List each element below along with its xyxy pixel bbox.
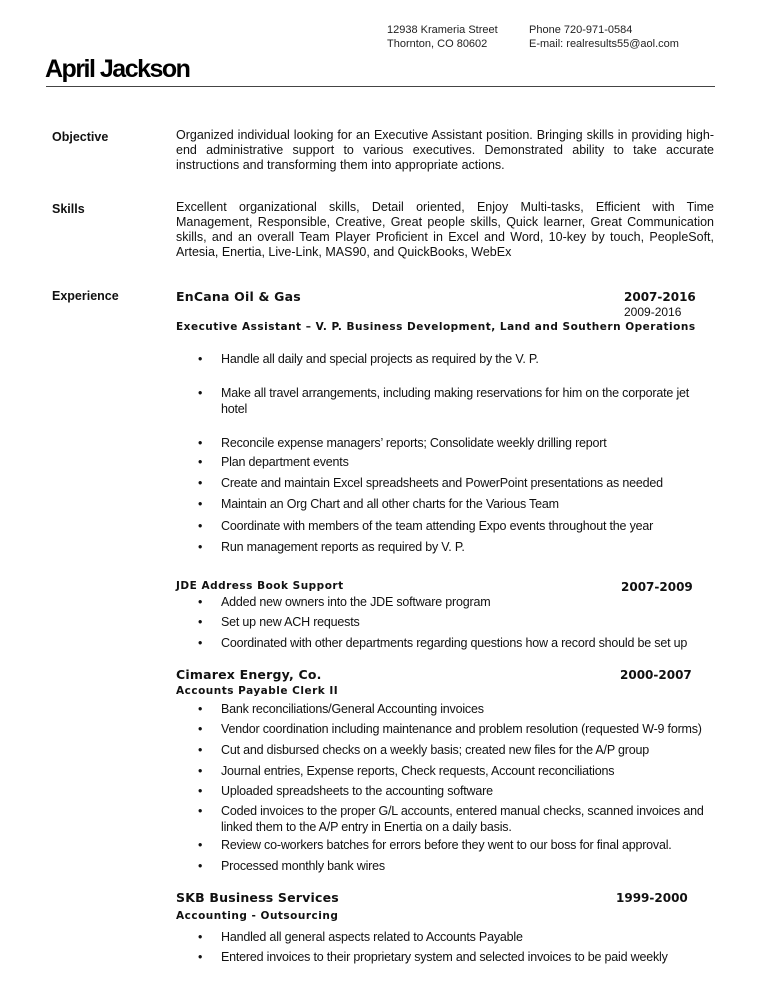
list-item: • Added new owners into the JDE software program	[198, 595, 491, 609]
email-address: E-mail: realresults55@aol.com	[529, 38, 679, 50]
experience-label: Experience	[52, 289, 119, 303]
list-item: • Entered invoices to their proprietary system and selected invoices to be paid weekly	[198, 950, 668, 964]
list-item: • Create and maintain Excel spreadsheets and PowerPoint presentations as needed	[198, 476, 663, 490]
candidate-name: April Jackson	[45, 55, 190, 83]
list-item: • Coordinate with members of the team attending Expo events throughout the year	[198, 519, 654, 533]
list-item: • Handled all general aspects related to Accounts Payable	[198, 930, 523, 944]
list-item: • Coordinated with other departments regarding questions how a record should be set up	[198, 636, 688, 650]
list-item: • Run management reports as required by V. P.	[198, 540, 465, 554]
company-name: SKB Business Services	[176, 890, 339, 905]
list-item: • Maintain an Org Chart and all other charts for the Various Team	[198, 497, 559, 511]
job-years: 1999-2000	[616, 891, 688, 905]
job-years-alt: 2009-2016	[624, 305, 682, 319]
skills-text: Excellent organizational skills, Detail oriented, Enjoy Multi-tasks, Efficient with Time Management, Responsible, Creative, Great people skills, Quick learner, Great Communication skills, and an overall Team Player Proficient in Excel and Word, 10-key by touch, PeopleSoft, Artesia, Enertia, Live-Link, MAS90, and QuickBooks, WebEx	[176, 200, 714, 259]
objective-text: Organized individual looking for an Executive Assistant position. Bringing skills in providing high-end administrative support to various executives. Demonstrated ability to take accurate instructions and transforming them into appropriate actions.	[176, 128, 714, 172]
phone-number: Phone 720-971-0584	[529, 24, 633, 36]
job-title: Accounting - Outsourcing	[176, 910, 339, 922]
address-line-1: 12938 Krameria Street	[387, 24, 498, 36]
skills-label: Skills	[52, 202, 85, 216]
job-title: Accounts Payable Clerk II	[176, 685, 339, 697]
company-name: EnCana Oil & Gas	[176, 289, 301, 304]
job-years: 2007-2016	[624, 290, 696, 304]
list-item: • Processed monthly bank wires	[198, 859, 385, 873]
company-name: Cimarex Energy, Co.	[176, 667, 322, 682]
objective-label: Objective	[52, 130, 109, 144]
job-title: Executive Assistant – V. P. Business Development, Land and Southern Operations	[176, 321, 696, 333]
list-item: • Journal entries, Expense reports, Check requests, Account reconciliations	[198, 764, 615, 778]
list-item: • Plan department events	[198, 455, 349, 469]
list-item: • Cut and disbursed checks on a weekly basis; created new files for the A/P group	[198, 743, 649, 757]
list-item: • Make all travel arrangements, including making reservations for him on the corporate jet hotel	[198, 386, 690, 416]
list-item: • Bank reconciliations/General Accounting invoices	[198, 702, 484, 716]
list-item: • Handle all daily and special projects as required by the V. P.	[198, 352, 539, 366]
list-item: • Reconcile expense managers’ reports; Consolidate weekly drilling report	[198, 436, 607, 450]
job-years: 2007-2009	[621, 580, 693, 594]
header-divider	[46, 86, 715, 87]
job-years: 2000-2007	[620, 668, 692, 682]
list-item: • Set up new ACH requests	[198, 615, 360, 629]
list-item: • Review co-workers batches for errors before they went to our boss for final approval.	[198, 838, 672, 852]
job-title: JDE Address Book Support	[176, 580, 344, 592]
address-line-2: Thornton, CO 80602	[387, 38, 488, 50]
list-item: • Uploaded spreadsheets to the accounting software	[198, 784, 493, 798]
list-item: • Vendor coordination including maintenance and problem resolution (requested W-9 forms)	[198, 722, 702, 736]
list-item: • Coded invoices to the proper G/L accounts, entered manual checks, scanned invoices and linked them to the A/P entry in Enertia on a daily basis.	[198, 804, 704, 834]
